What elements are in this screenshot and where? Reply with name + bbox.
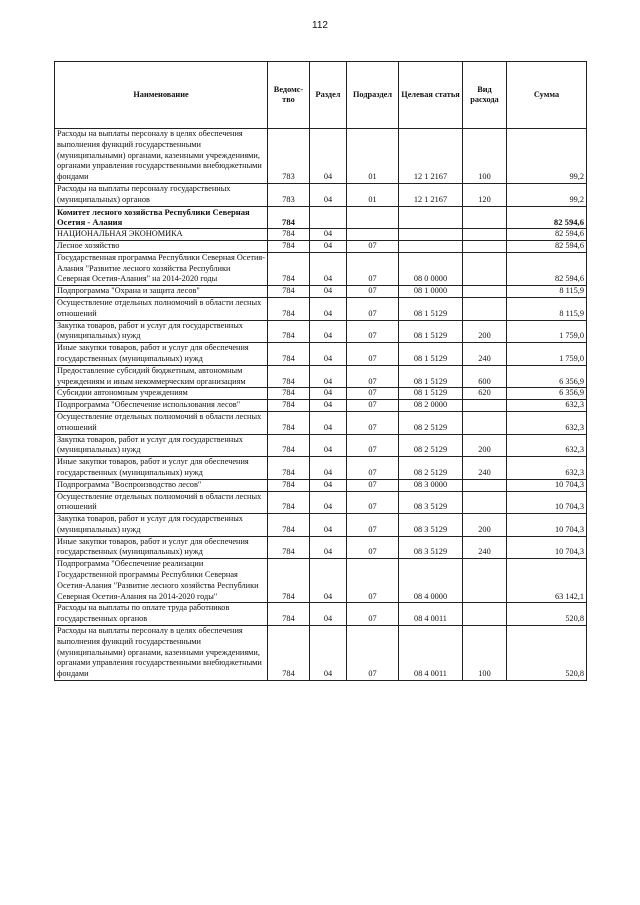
cell-podrazdel: 07 [347, 559, 399, 603]
cell-vedomstvo: 784 [268, 388, 310, 400]
cell-razdel: 04 [310, 129, 347, 184]
cell-celevaya: 08 3 5129 [399, 514, 463, 537]
cell-celevaya [399, 229, 463, 241]
cell-summa: 8 115,9 [507, 286, 587, 298]
cell-vid: 200 [463, 320, 507, 343]
cell-name: Расходы на выплаты персоналу в целях обеспечения выполнения функций государственными (муниципальными) органами, казенными учреждениями, органами управления государственными внебюджетными фондами [55, 626, 268, 681]
header-vid: Вид расхода [463, 62, 507, 129]
cell-razdel: 04 [310, 297, 347, 320]
cell-celevaya: 08 0 0000 [399, 252, 463, 285]
cell-name: Расходы на выплаты персоналу в целях обеспечения выполнения функций государственными (муниципальными) органами, казенными учреждениями, органами управления государственными внебюджетными фондами [55, 129, 268, 184]
cell-podrazdel: 07 [347, 388, 399, 400]
budget-table [54, 61, 587, 681]
cell-celevaya: 08 1 5129 [399, 320, 463, 343]
cell-celevaya: 08 3 5129 [399, 536, 463, 559]
table-row [55, 297, 587, 320]
cell-celevaya: 08 1 5129 [399, 297, 463, 320]
cell-vid: 200 [463, 514, 507, 537]
cell-vedomstvo: 784 [268, 400, 310, 412]
cell-vid: 100 [463, 129, 507, 184]
cell-podrazdel: 07 [347, 479, 399, 491]
cell-vedomstvo: 784 [268, 479, 310, 491]
cell-razdel: 04 [310, 365, 347, 388]
table-row [55, 286, 587, 298]
cell-razdel [310, 206, 347, 229]
cell-summa: 1 759,0 [507, 320, 587, 343]
cell-vedomstvo: 784 [268, 536, 310, 559]
cell-razdel: 04 [310, 320, 347, 343]
cell-name: Иные закупки товаров, работ и услуг для обеспечения государственных (муниципальных) нужд [55, 343, 268, 366]
cell-vedomstvo: 784 [268, 365, 310, 388]
cell-name: Расходы на выплаты персоналу государственных (муниципальных) органов [55, 183, 268, 206]
cell-summa: 520,8 [507, 603, 587, 626]
cell-vedomstvo: 784 [268, 514, 310, 537]
cell-vedomstvo: 784 [268, 206, 310, 229]
cell-name: Подпрограмма "Обеспечение использования лесов" [55, 400, 268, 412]
cell-name: Субсидии автономным учреждениям [55, 388, 268, 400]
cell-vedomstvo: 784 [268, 229, 310, 241]
cell-vid [463, 479, 507, 491]
cell-vid: 600 [463, 365, 507, 388]
cell-celevaya: 08 1 5129 [399, 343, 463, 366]
cell-razdel: 04 [310, 411, 347, 434]
cell-name: Иные закупки товаров, работ и услуг для обеспечения государственных (муниципальных) нужд [55, 536, 268, 559]
header-podrazdel: Подраздел [347, 62, 399, 129]
header-celevaya: Целевая статья [399, 62, 463, 129]
table-row [55, 559, 587, 603]
cell-vid [463, 206, 507, 229]
cell-podrazdel: 07 [347, 626, 399, 681]
cell-razdel: 04 [310, 286, 347, 298]
cell-vid [463, 411, 507, 434]
table-row [55, 491, 587, 514]
cell-vedomstvo: 784 [268, 240, 310, 252]
cell-razdel: 04 [310, 252, 347, 285]
table-row [55, 365, 587, 388]
cell-vedomstvo: 784 [268, 603, 310, 626]
header-razdel: Раздел [310, 62, 347, 129]
table-row [55, 411, 587, 434]
cell-name: Подпрограмма "Охрана и защита лесов" [55, 286, 268, 298]
table-row [55, 252, 587, 285]
cell-vid [463, 491, 507, 514]
table-row [55, 400, 587, 412]
cell-celevaya: 08 4 0011 [399, 626, 463, 681]
cell-summa: 63 142,1 [507, 559, 587, 603]
cell-celevaya: 08 4 0000 [399, 559, 463, 603]
table-row [55, 434, 587, 457]
table-row [55, 388, 587, 400]
cell-celevaya [399, 206, 463, 229]
cell-vedomstvo: 784 [268, 491, 310, 514]
cell-name: Закупка товаров, работ и услуг для государственных (муниципальных) нужд [55, 320, 268, 343]
cell-name: Комитет лесного хозяйства Республики Северная Осетия - Алания [55, 206, 268, 229]
cell-vid: 240 [463, 457, 507, 480]
cell-razdel: 04 [310, 491, 347, 514]
cell-podrazdel: 07 [347, 252, 399, 285]
cell-name: НАЦИОНАЛЬНАЯ ЭКОНОМИКА [55, 229, 268, 241]
cell-vid [463, 400, 507, 412]
cell-vedomstvo: 784 [268, 457, 310, 480]
cell-podrazdel: 07 [347, 411, 399, 434]
table-row [55, 343, 587, 366]
cell-summa: 632,3 [507, 411, 587, 434]
table-row [55, 320, 587, 343]
table-row [55, 183, 587, 206]
cell-podrazdel: 07 [347, 603, 399, 626]
cell-podrazdel: 07 [347, 240, 399, 252]
cell-name: Лесное хозяйство [55, 240, 268, 252]
cell-summa: 82 594,6 [507, 206, 587, 229]
cell-vid [463, 240, 507, 252]
cell-vid: 620 [463, 388, 507, 400]
cell-celevaya: 12 1 2167 [399, 129, 463, 184]
cell-name: Подпрограмма "Обеспечение реализации Государственной программы Республики Северная Осетия-Алания "Развитие лесного хозяйства Республики Северная Осетия-Алания на 2014-2020 годы" [55, 559, 268, 603]
cell-razdel: 04 [310, 603, 347, 626]
table-header [55, 62, 587, 129]
cell-razdel: 04 [310, 479, 347, 491]
cell-name: Государственная программа Республики Северная Осетия-Алания "Развитие лесного хозяйства Республики Северная Осетия-Алания" на 2014-2020 годы [55, 252, 268, 285]
cell-vid: 200 [463, 434, 507, 457]
cell-name: Предоставление субсидий бюджетным, автономным учреждениям и иным некоммерческим организациям [55, 365, 268, 388]
table-row [55, 603, 587, 626]
cell-razdel: 04 [310, 514, 347, 537]
cell-razdel: 04 [310, 240, 347, 252]
cell-razdel: 04 [310, 229, 347, 241]
cell-vedomstvo: 784 [268, 626, 310, 681]
cell-vid: 240 [463, 343, 507, 366]
cell-vedomstvo: 784 [268, 411, 310, 434]
cell-razdel: 04 [310, 388, 347, 400]
cell-name: Осуществление отдельных полномочий в области лесных отношений [55, 297, 268, 320]
cell-razdel: 04 [310, 457, 347, 480]
cell-name: Закупка товаров, работ и услуг для государственных (муниципальных) нужд [55, 514, 268, 537]
cell-razdel: 04 [310, 536, 347, 559]
cell-podrazdel: 07 [347, 536, 399, 559]
cell-podrazdel: 07 [347, 457, 399, 480]
cell-podrazdel: 07 [347, 365, 399, 388]
cell-summa: 632,3 [507, 400, 587, 412]
cell-summa: 82 594,6 [507, 229, 587, 241]
cell-vid: 240 [463, 536, 507, 559]
cell-razdel: 04 [310, 559, 347, 603]
cell-summa: 99,2 [507, 183, 587, 206]
table-row [55, 479, 587, 491]
table-row [55, 229, 587, 241]
cell-name: Подпрограмма "Воспроизводство лесов" [55, 479, 268, 491]
cell-celevaya: 12 1 2167 [399, 183, 463, 206]
cell-podrazdel [347, 206, 399, 229]
cell-summa: 632,3 [507, 434, 587, 457]
cell-summa: 99,2 [507, 129, 587, 184]
table-body [55, 129, 587, 681]
cell-celevaya: 08 3 0000 [399, 479, 463, 491]
header-vedomstvo: Ведомс-тво [268, 62, 310, 129]
cell-celevaya: 08 2 5129 [399, 457, 463, 480]
cell-summa: 82 594,6 [507, 240, 587, 252]
cell-vid [463, 286, 507, 298]
cell-vedomstvo: 783 [268, 183, 310, 206]
table-row [55, 514, 587, 537]
cell-razdel: 04 [310, 183, 347, 206]
cell-celevaya: 08 4 0011 [399, 603, 463, 626]
table-row [55, 129, 587, 184]
cell-summa: 8 115,9 [507, 297, 587, 320]
cell-summa: 10 704,3 [507, 479, 587, 491]
cell-celevaya: 08 2 5129 [399, 434, 463, 457]
table-row [55, 457, 587, 480]
table-row [55, 240, 587, 252]
cell-podrazdel: 01 [347, 183, 399, 206]
cell-podrazdel: 07 [347, 434, 399, 457]
header-summa: Сумма [507, 62, 587, 129]
cell-vid: 100 [463, 626, 507, 681]
cell-celevaya: 08 2 5129 [399, 411, 463, 434]
cell-summa: 10 704,3 [507, 514, 587, 537]
cell-name: Иные закупки товаров, работ и услуг для обеспечения государственных (муниципальных) нужд [55, 457, 268, 480]
cell-vedomstvo: 783 [268, 129, 310, 184]
cell-podrazdel: 07 [347, 400, 399, 412]
cell-vedomstvo: 784 [268, 320, 310, 343]
cell-name: Осуществление отдельных полномочий в области лесных отношений [55, 411, 268, 434]
header-name: Наименование [55, 62, 268, 129]
cell-vedomstvo: 784 [268, 286, 310, 298]
cell-name: Осуществление отдельных полномочий в области лесных отношений [55, 491, 268, 514]
cell-celevaya: 08 3 5129 [399, 491, 463, 514]
cell-vedomstvo: 784 [268, 343, 310, 366]
cell-summa: 6 356,9 [507, 388, 587, 400]
table-row [55, 206, 587, 229]
cell-vedomstvo: 784 [268, 252, 310, 285]
cell-celevaya: 08 1 5129 [399, 388, 463, 400]
cell-razdel: 04 [310, 400, 347, 412]
cell-razdel: 04 [310, 343, 347, 366]
cell-vid [463, 252, 507, 285]
cell-vid [463, 603, 507, 626]
cell-vid: 120 [463, 183, 507, 206]
cell-celevaya: 08 1 5129 [399, 365, 463, 388]
cell-summa: 520,8 [507, 626, 587, 681]
cell-vedomstvo: 784 [268, 297, 310, 320]
cell-razdel: 04 [310, 626, 347, 681]
cell-razdel: 04 [310, 434, 347, 457]
cell-name: Расходы на выплаты по оплате труда работников государственных органов [55, 603, 268, 626]
table-row [55, 626, 587, 681]
cell-vid [463, 559, 507, 603]
cell-podrazdel: 07 [347, 343, 399, 366]
cell-summa: 6 356,9 [507, 365, 587, 388]
cell-podrazdel: 07 [347, 320, 399, 343]
cell-podrazdel: 07 [347, 514, 399, 537]
cell-celevaya [399, 240, 463, 252]
cell-podrazdel [347, 229, 399, 241]
cell-name: Закупка товаров, работ и услуг для государственных (муниципальных) нужд [55, 434, 268, 457]
table-row [55, 536, 587, 559]
cell-podrazdel: 07 [347, 286, 399, 298]
cell-vid [463, 229, 507, 241]
cell-summa: 82 594,6 [507, 252, 587, 285]
cell-summa: 1 759,0 [507, 343, 587, 366]
cell-podrazdel: 01 [347, 129, 399, 184]
cell-vedomstvo: 784 [268, 559, 310, 603]
cell-summa: 10 704,3 [507, 536, 587, 559]
page-number: 112 [312, 20, 328, 31]
cell-celevaya: 08 2 0000 [399, 400, 463, 412]
cell-summa: 10 704,3 [507, 491, 587, 514]
cell-vedomstvo: 784 [268, 434, 310, 457]
cell-celevaya: 08 1 0000 [399, 286, 463, 298]
cell-podrazdel: 07 [347, 297, 399, 320]
cell-summa: 632,3 [507, 457, 587, 480]
cell-podrazdel: 07 [347, 491, 399, 514]
cell-vid [463, 297, 507, 320]
